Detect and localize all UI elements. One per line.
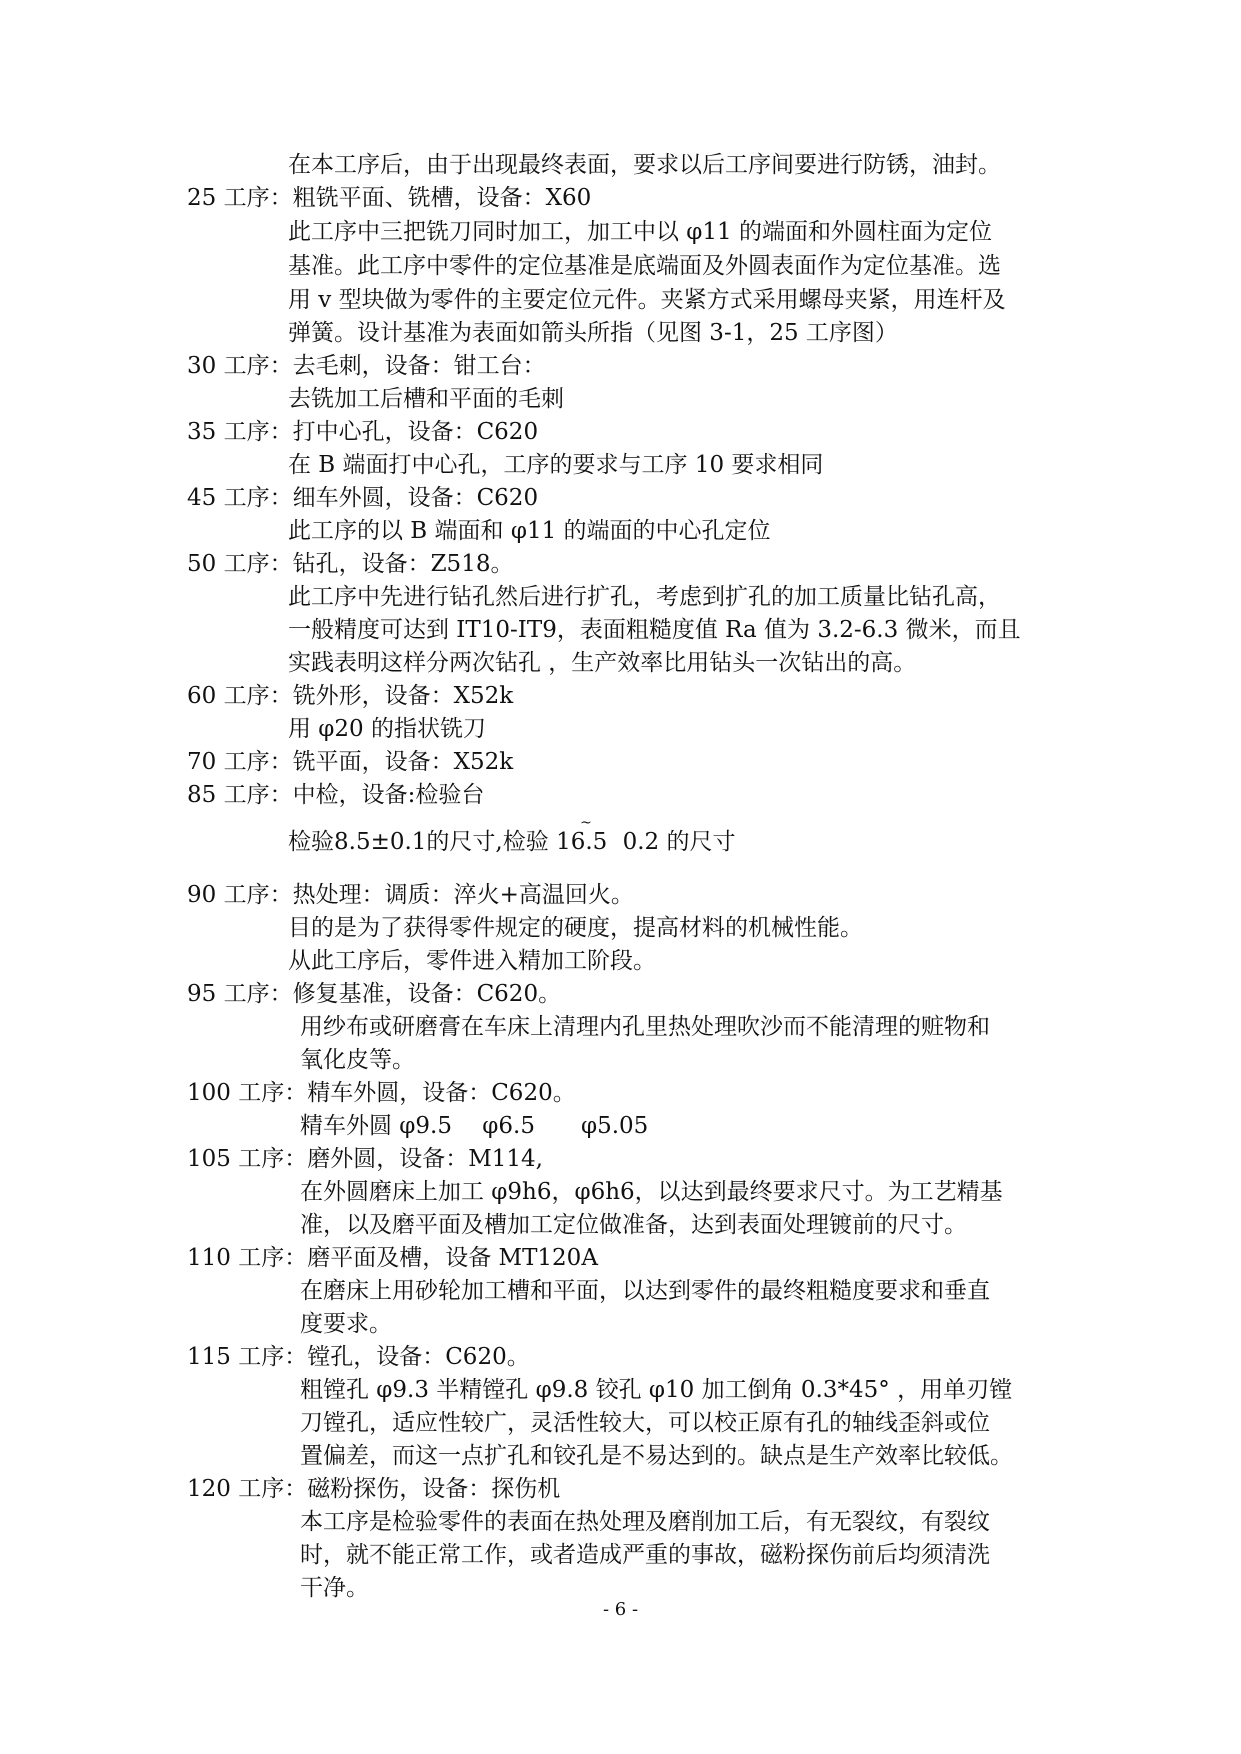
text-line: 在 B 端面打中心孔，工序的要求与工序 10 要求相同 [288,452,824,478]
inspection-text: 检验8.5±0.1的尺寸,检验 [288,829,549,855]
process-step-heading: 45 工序：细车外圆，设备：C620 [187,485,539,511]
text-line: 用 v 型块做为零件的主要定位元件。夹紧方式采用螺母夹紧，用连杆及 [288,287,1006,313]
text-line: 此工序的以 B 端面和 φ11 的端面的中心孔定位 [288,518,771,544]
text-line: 本工序是检验零件的表面在热处理及磨削加工后，有无裂纹，有裂纹 [300,1509,990,1535]
text-line: 氧化皮等。 [300,1047,415,1073]
process-step-heading: 100 工序：精车外圆，设备：C620。 [187,1080,576,1106]
text-line: 此工序中先进行钻孔然后进行扩孔，考虑到扩孔的加工质量比钻孔高， [288,584,1001,610]
text-line: 用 φ20 的指状铣刀 [288,716,486,742]
text-line: 一般精度可达到 IT10-IT9，表面粗糙度值 Ra 值为 3.2-6.3 微米，而且 [288,617,1021,643]
process-step-heading: 95 工序：修复基准，设备：C620。 [187,981,562,1007]
text-line: 精车外圆 φ9.5 φ6.5 φ5.05 [300,1113,649,1139]
process-step-heading: 50 工序：钻孔，设备：Z518。 [187,551,514,577]
text-line: 用纱布或研磨膏在车床上清理内孔里热处理吹沙而不能清理的赃物和 [300,1014,990,1040]
text-line: 去铣加工后槽和平面的毛刺 [288,386,564,412]
text-line: 弹簧。设计基准为表面如箭头所指（见图 3-1，25 工序图） [288,320,898,346]
text-line: 在本工序后，由于出现最终表面，要求以后工序间要进行防锈，油封。 [288,152,1001,178]
text-line: 刀镗孔，适应性较广，灵活性较大，可以校正原有孔的轴线歪斜或位 [300,1410,990,1436]
text-line: 准，以及磨平面及槽加工定位做准备，达到表面处理镀前的尺寸。 [300,1212,967,1238]
process-step-heading: 60 工序：铣外形，设备：X52k [187,683,514,709]
inspection-text-end: 0.2 的尺寸 [622,829,736,855]
text-line: 目的是为了获得零件规定的硬度，提高材料的机械性能。 [288,915,863,941]
tolerance-value [556,815,608,857]
process-step-heading: 120 工序：磁粉探伤，设备：探伤机 [187,1476,561,1502]
process-step-heading: 115 工序：镗孔，设备：C620。 [187,1344,530,1370]
text-line: 在外圆磨床上加工 φ9h6，φ6h6，以达到最终要求尺寸。为工艺精基 [300,1179,1003,1205]
page-number: - 6 - [602,1599,639,1620]
text-line: 在磨床上用砂轮加工槽和平面，以达到零件的最终粗糙度要求和垂直 [300,1278,990,1304]
process-step-heading: 85 工序：中检，设备:检验台 [187,782,485,808]
text-line: 干净。 [300,1575,369,1601]
process-step-heading: 30 工序：去毛刺，设备：钳工台： [187,353,546,379]
nominal-dimension: 16.5 [556,829,608,855]
text-line: 时，就不能正常工作，或者造成严重的事故，磁粉探伤前后均须清洗 [300,1542,990,1568]
process-step-heading: 105 工序：磨外圆，设备：M114, [187,1146,543,1172]
process-step-heading: 70 工序：铣平面，设备：X52k [187,749,514,775]
inspection-dimension-line [288,815,736,857]
process-step-heading: 110 工序：磨平面及槽，设备 MT120A [187,1245,598,1271]
text-line: 实践表明这样分两次钻孔 ，生产效率比用钻头一次钻出的高。 [288,650,917,676]
process-step-heading: 25 工序：粗铣平面、铣槽，设备：X60 [187,185,592,211]
text-line: 置偏差，而这一点扩孔和铰孔是不易达到的。缺点是生产效率比较低。 [300,1443,1013,1469]
text-line: 基准。此工序中零件的定位基准是底端面及外圆表面作为定位基准。选 [288,253,1001,279]
text-line: 此工序中三把铣刀同时加工，加工中以 φ11 的端面和外圆柱面为定位 [288,219,992,245]
process-step-heading: 90 工序：热处理：调质：淬火+高温回火。 [187,882,634,908]
text-line: 度要求。 [300,1311,392,1337]
text-line: 粗镗孔 φ9.3 半精镗孔 φ9.8 铰孔 φ10 加工倒角 0.3*45° ，用单刃镗 [300,1377,1013,1403]
tolerance-mark: ~ [580,815,592,831]
process-step-heading: 35 工序：打中心孔，设备：C620 [187,419,539,445]
text-line: 从此工序后，零件进入精加工阶段。 [288,948,656,974]
